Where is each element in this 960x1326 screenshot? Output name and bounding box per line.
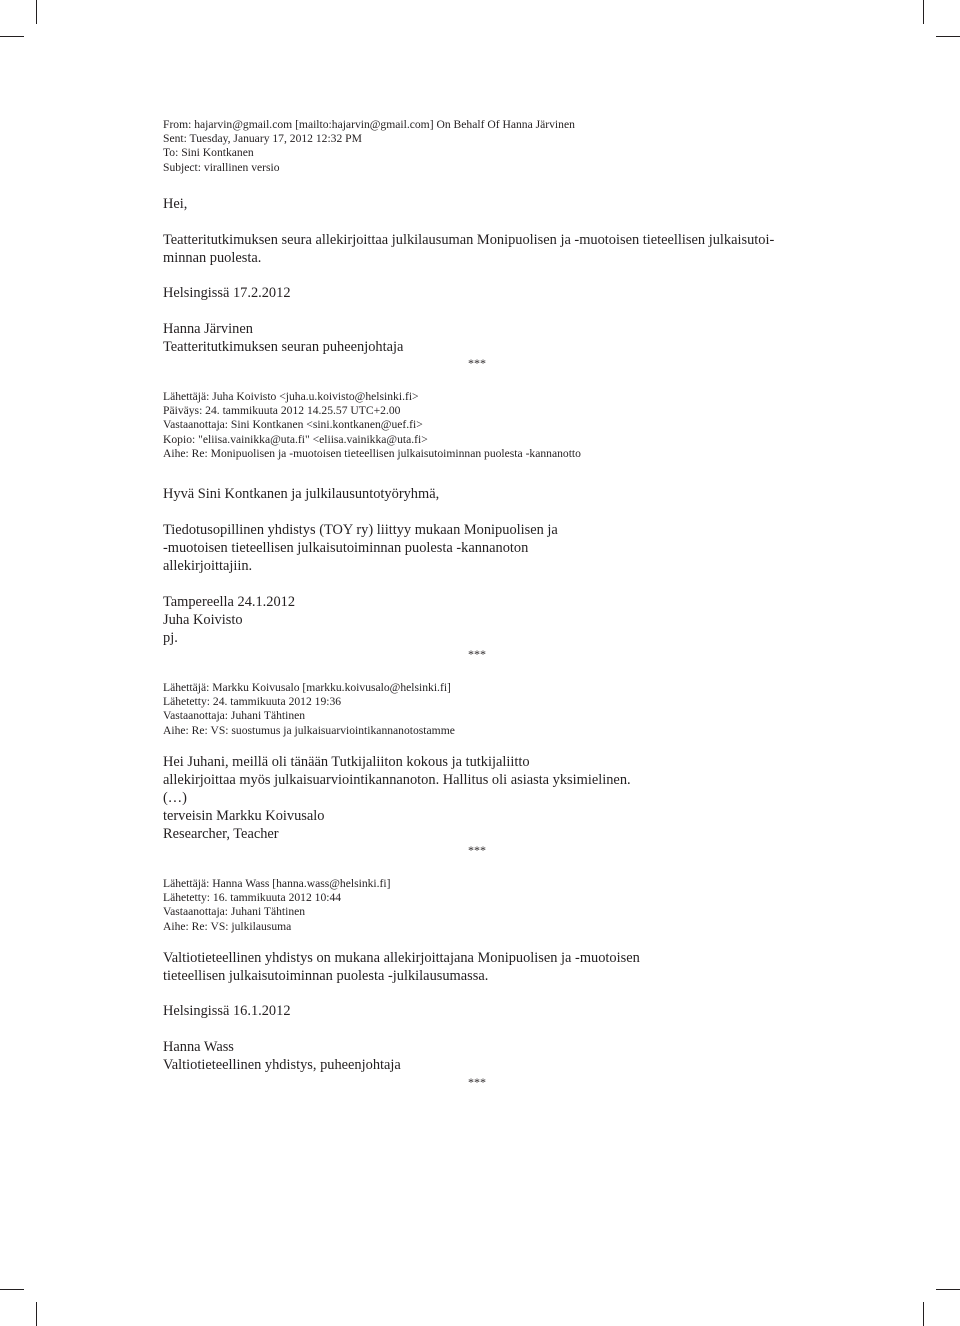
crop-mark (936, 36, 960, 37)
crop-mark (0, 36, 24, 37)
separator-3: *** (468, 843, 486, 857)
separator-4: *** (468, 1075, 486, 1089)
crop-mark (936, 1289, 960, 1290)
body-2: Tiedotusopillinen yhdistys (TOY ry) liittyy mukaan Monipuolisen ja -muotoisen tieteellisen julkaisutoiminnan puolesta -kannanoton allekirjoittajiin. (163, 522, 558, 574)
place-date-4: Helsingissä 16.1.2012 (163, 1003, 291, 1019)
place-date-1: Helsingissä 17.2.2012 (163, 285, 291, 301)
body-3: Hei Juhani, meillä oli tänään Tutkijaliiton kokous ja tutkijaliitto allekirjoittaa myös julkaisuarviointikannanoton. Hallitus oli asiasta yksimielinen. (…) terveisin Markku Koivusalo Researcher, Teacher (163, 754, 631, 842)
body-4: Valtiotieteellinen yhdistys on mukana allekirjoittajana Monipuolisen ja -muotoisen tieteellisen julkaisutoiminnan puolesta -julkilausumassa. (163, 950, 640, 984)
crop-mark (36, 1302, 37, 1326)
header-to: To: Sini Kontkanen (163, 146, 254, 160)
email-header-2: Lähettäjä: Juha Koivisto <juha.u.koivisto@helsinki.fi> Päiväys: 24. tammikuuta 2012 14.25.57 UTC+2.00 Vastaanottaja: Sini Kontkanen <sini.kontkanen@uef.fi> Kopio: "eliisa.vainikka@uta.fi" <eliisa.vainikka@uta.fi> Aihe: Re: Monipuolisen ja -muotoisen tieteellisen julkaisutoiminnan puolesta -kannanotto (163, 390, 581, 460)
crop-mark (923, 1302, 924, 1326)
email-header-1 (163, 118, 575, 175)
greeting-1: Hei, (163, 196, 188, 212)
header-subject: Subject: virallinen versio (163, 160, 280, 174)
header-from: From: hajarvin@gmail.com [mailto:hajarvin@gmail.com] On Behalf Of Hanna Järvinen (163, 118, 575, 131)
signature-4: Hanna Wass Valtiotieteellinen yhdistys, puheenjohtaja (163, 1039, 401, 1073)
separator-1: *** (468, 356, 486, 370)
email-header-4: Lähettäjä: Hanna Wass [hanna.wass@helsinki.fi] Lähetetty: 16. tammikuuta 2012 10:44 Vastaanottaja: Juhani Tähtinen Aihe: Re: VS: julkilausuma (163, 877, 391, 933)
separator-2: *** (468, 647, 486, 661)
crop-mark (923, 0, 924, 24)
crop-mark (0, 1289, 24, 1290)
signature-1: Hanna Järvinen Teatteritutkimuksen seuran puheenjohtaja (163, 321, 404, 355)
greeting-2: Hyvä Sini Kontkanen ja julkilausuntotyöryhmä, (163, 486, 440, 502)
email-header-3: Lähettäjä: Markku Koivusalo [markku.koivusalo@helsinki.fi] Lähetetty: 24. tammikuuta 2012 19:36 Vastaanottaja: Juhani Tähtinen Aihe: Re: VS: suostumus ja julkaisuarviointikannanotostamme (163, 681, 455, 737)
crop-mark (36, 0, 37, 24)
signature-2: Tampereella 24.1.2012 Juha Koivisto pj. (163, 594, 296, 646)
body-1: Teatteritutkimuksen seura allekirjoittaa julkilausuman Monipuolisen ja -muotoisen tieteellisen julkaisutoi- minnan puolesta. (163, 232, 775, 266)
header-sent: Sent: Tuesday, January 17, 2012 12:32 PM (163, 132, 362, 146)
